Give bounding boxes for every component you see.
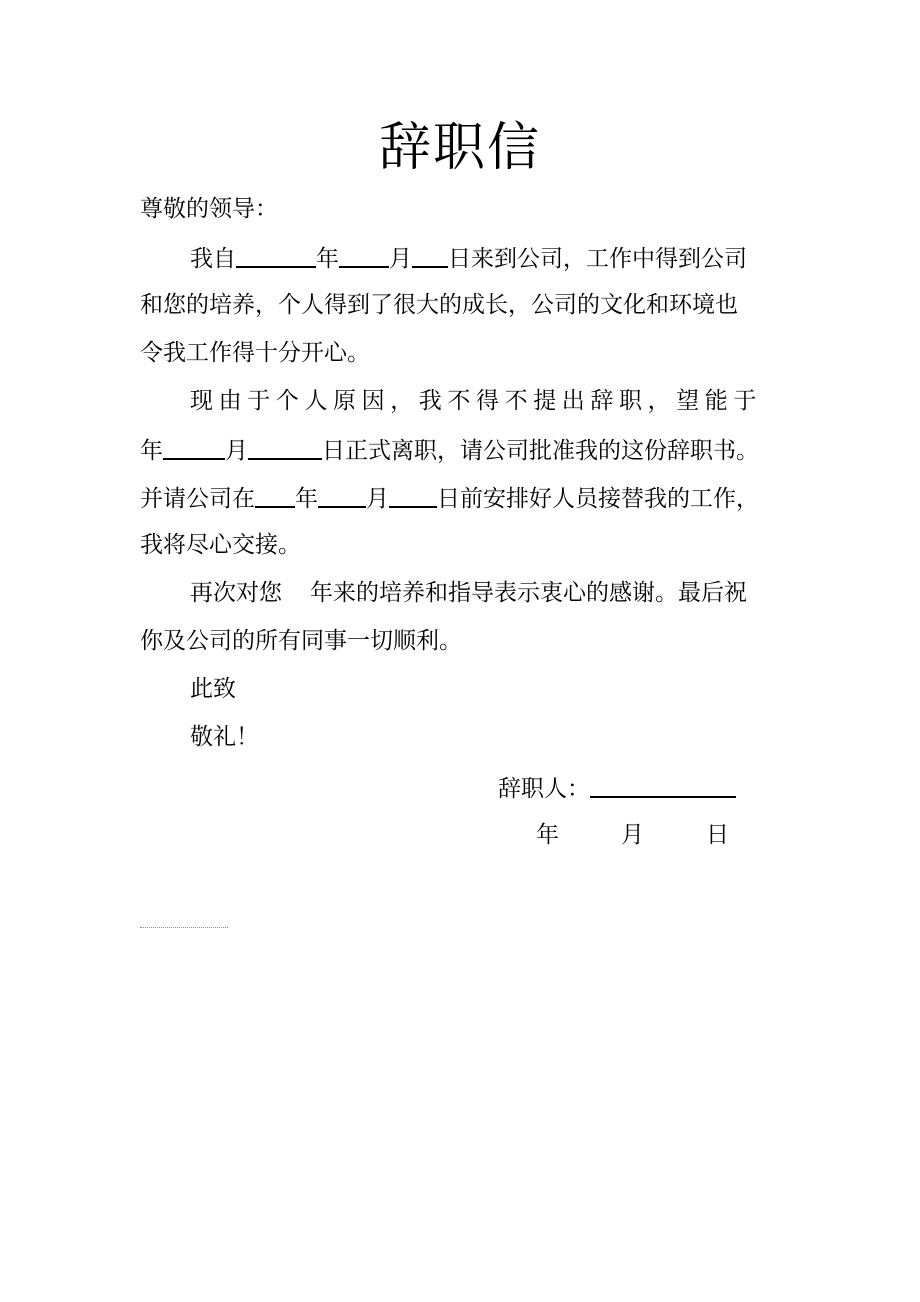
blank-month-field xyxy=(339,242,389,268)
text-segment: 月 xyxy=(366,486,389,512)
blank-year-field xyxy=(236,242,316,268)
footnote-divider xyxy=(140,927,228,928)
paragraph-2-line-3 xyxy=(140,482,759,514)
paragraph-2-line-4: 我将尽心交接。 xyxy=(140,532,301,558)
blank-day-field xyxy=(412,242,448,268)
blank-month-field xyxy=(163,434,225,460)
text-segment: 日前安排好人员接替我的工作， xyxy=(437,486,759,512)
signature-label: 辞职人： xyxy=(498,776,590,802)
text-segment: 日正式离职，请公司批准我的这份辞职书。 xyxy=(322,438,759,464)
text-segment: 月 xyxy=(225,438,248,464)
paragraph-3-line-2: 你及公司的所有同事一切顺利。 xyxy=(140,628,462,654)
date-year-label: 年 xyxy=(536,822,559,848)
paragraph-2-line-1: 现由于个人原因，我不得不提出辞职，望能于 xyxy=(190,388,762,414)
signature-blank-field xyxy=(590,772,736,798)
paragraph-1-line-3: 令我工作得十分开心。 xyxy=(140,340,370,366)
signature-line xyxy=(498,772,736,804)
text-segment: 年来的培养和指导表示衷心的感谢。最后祝 xyxy=(310,580,747,606)
blank-month-field xyxy=(318,482,366,508)
text-segment: 年 xyxy=(295,486,318,512)
text-segment: 年 xyxy=(316,246,339,272)
closing-line-1: 此致 xyxy=(190,676,236,702)
blank-day-field xyxy=(389,482,437,508)
paragraph-1-line-2: 和您的培养，个人得到了很大的成长，公司的文化和环境也 xyxy=(140,292,738,318)
text-segment: 日来到公司，工作中得到公司 xyxy=(448,246,747,272)
date-month-label: 月 xyxy=(621,822,644,848)
salutation: 尊敬的领导： xyxy=(140,196,278,222)
blank-day-field xyxy=(248,434,322,460)
paragraph-3-line-1 xyxy=(190,578,747,608)
date-day-label: 日 xyxy=(706,822,729,848)
paragraph-1-line-1 xyxy=(190,242,747,274)
text-segment: 再次对您 xyxy=(190,580,282,606)
text-segment: 月 xyxy=(389,246,412,272)
text-segment: 年 xyxy=(140,438,163,464)
closing-line-2: 敬礼！ xyxy=(190,724,259,750)
text-segment: 我自 xyxy=(190,246,236,272)
text-segment: 并请公司在 xyxy=(140,486,255,512)
paragraph-2-line-2 xyxy=(140,434,759,466)
signature-date xyxy=(536,820,729,850)
letter-title: 辞职信 xyxy=(378,118,541,178)
blank-year-field xyxy=(255,482,295,508)
